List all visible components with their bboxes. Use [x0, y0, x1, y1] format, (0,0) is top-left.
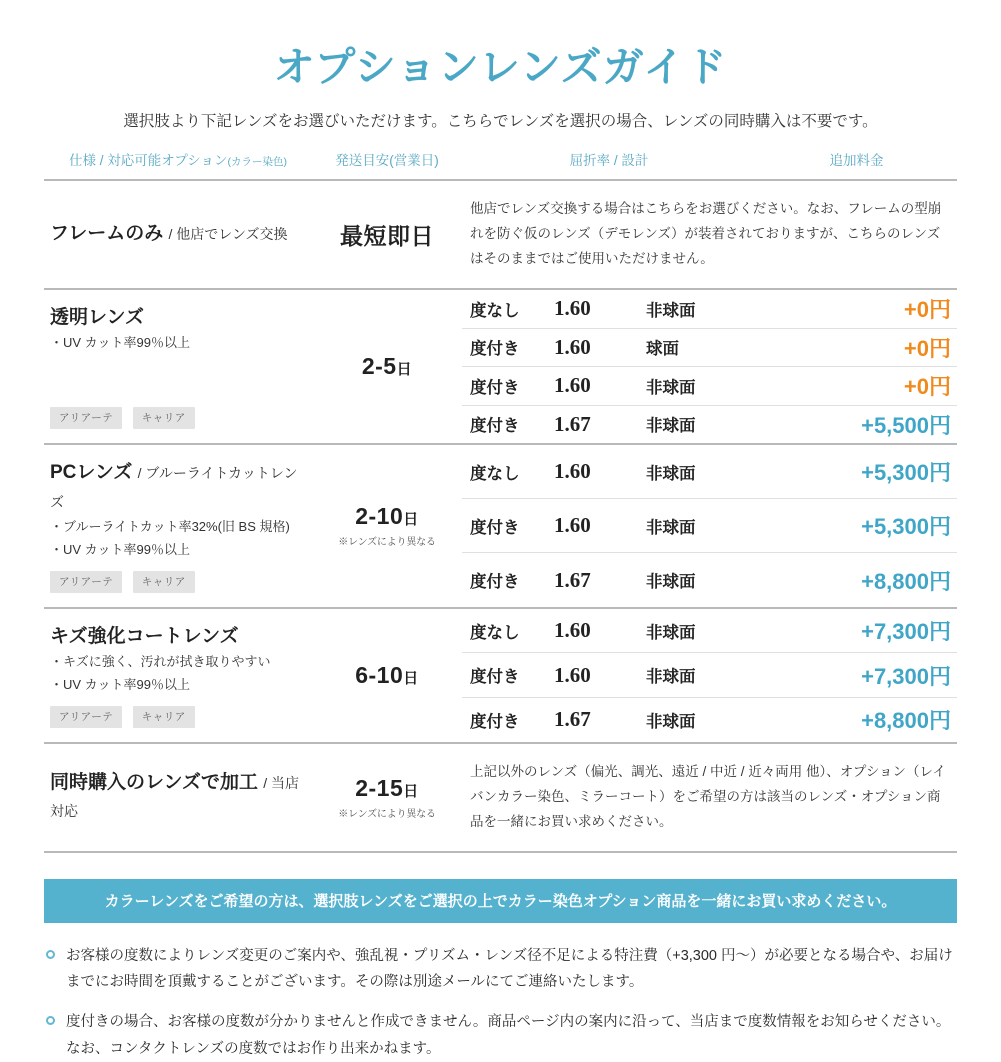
price-cell: +5,500円 — [756, 405, 957, 444]
tag-career: キャリア — [133, 706, 195, 728]
table-bottom-border-row — [44, 852, 957, 853]
ship-days: 6-10日 — [355, 661, 419, 688]
price-cell: +7,300円 — [756, 608, 957, 653]
ship-cell-processing — [312, 743, 462, 852]
spec-title: フレームのみ / 他店でレンズ交換 — [50, 223, 288, 245]
spec-title: キズ強化コートレンズ — [50, 625, 239, 647]
page-subtitle: 選択肢より下記レンズをお選びいただけます。こちらでレンズを選択の場合、レンズの同時購入は不要です。 — [123, 113, 878, 130]
design-cell: 非球面 — [646, 499, 756, 553]
price-cell: +8,800円 — [756, 697, 957, 742]
note-cell-frame-only: 他店でレンズ交換する場合はこちらをお選びください。なお、フレームの型崩れを防ぐ仮のレンズ（デモレンズ）が装着されておりますが、こちらのレンズはそのままではご使用いただけません。 — [462, 180, 957, 289]
list-item — [44, 1009, 957, 1062]
ship-cell-clear-lens — [312, 289, 462, 444]
tag-career: キャリア — [133, 571, 195, 593]
spec-title: 透明レンズ — [50, 306, 144, 328]
design-cell: 非球面 — [646, 608, 756, 653]
price-cell: +0円 — [756, 328, 957, 367]
ship-cell-frame-only: 最短即日 — [312, 180, 462, 289]
degree-cell: 度なし — [462, 289, 554, 328]
table-header-row — [44, 149, 957, 180]
design-cell: 非球面 — [646, 697, 756, 742]
index-cell: 1.60 — [554, 289, 646, 328]
degree-cell: 度付き — [462, 553, 554, 608]
spec-cell-processing — [44, 743, 312, 852]
col-header-price: 追加料金 — [829, 153, 884, 168]
tag-list — [50, 571, 308, 593]
bullet-icon — [46, 1016, 55, 1025]
ship-days-note: ※レンズにより異なる — [338, 537, 436, 549]
tag-ariate: アリアーテ — [50, 571, 122, 593]
table-row — [44, 743, 957, 852]
col-header-ship: 発送目安(営業日) — [335, 153, 439, 168]
degree-cell: 度付き — [462, 697, 554, 742]
tag-ariate: アリアーテ — [50, 407, 122, 429]
design-cell: 非球面 — [646, 289, 756, 328]
index-cell: 1.67 — [554, 697, 646, 742]
design-cell: 非球面 — [646, 653, 756, 698]
page-title: オプションレンズガイド — [273, 44, 728, 90]
degree-cell: 度付き — [462, 653, 554, 698]
note-text: お客様の度数によりレンズ変更のご案内や、強乱視・プリズム・レンズ径不足による特注費（+3,300 円～）が必要となる場合や、お届けまでにお時間を頂戴することがございます。その際は別途メールにてご連絡いたします。 — [66, 947, 953, 990]
spec-cell-clear-lens — [44, 289, 312, 444]
color-lens-banner: カラーレンズをご希望の方は、選択肢レンズをご選択の上でカラー染色オプション商品を一緒にお買い求めください。 — [44, 879, 957, 923]
list-item — [44, 943, 957, 996]
note-cell-processing: 上記以外のレンズ（偏光、調光、遠近 / 中近 / 近々両用 他）、オプション（レイバンカラー染色、ミラーコート）をご希望の方は該当のレンズ・オプション商品を一緒にお買い求めください。 — [462, 743, 957, 852]
price-cell: +0円 — [756, 367, 957, 406]
index-cell: 1.67 — [554, 553, 646, 608]
spec-cell-pc-lens — [44, 444, 312, 608]
price-cell: +8,800円 — [756, 553, 957, 608]
spec-feature: ・ブルーライトカット率32%(旧 BS 規格) — [50, 519, 290, 535]
lens-guide-table — [44, 149, 957, 853]
design-cell: 球面 — [646, 328, 756, 367]
tag-list — [50, 706, 308, 728]
spec-title: PCレンズ / ブルーライトカットレンズ — [50, 462, 298, 510]
table-row — [44, 289, 957, 328]
index-cell: 1.67 — [554, 405, 646, 444]
spec-feature: ・UV カット率99％以上 — [50, 676, 191, 692]
design-cell: 非球面 — [646, 553, 756, 608]
ship-days: 2-10日 — [355, 503, 419, 530]
ship-cell-scratch-coat-lens — [312, 608, 462, 743]
price-cell: +5,300円 — [756, 444, 957, 499]
degree-cell: 度付き — [462, 499, 554, 553]
index-cell: 1.60 — [554, 367, 646, 406]
col-header-spec: 仕様 / 対応可能オプション(カラー染色) — [68, 153, 288, 168]
note-text: 度付きの場合、お客様の度数が分かりませんと作成できません。商品ページ内の案内に沿って、当店まで度数情報をお知らせください。なお、コンタクトレンズの度数ではお作り出来かねます。 — [66, 1014, 951, 1057]
tag-ariate: アリアーテ — [50, 706, 122, 728]
degree-cell: 度なし — [462, 608, 554, 653]
col-header-index: 屈折率 / 設計 — [569, 153, 649, 168]
price-cell: +0円 — [756, 289, 957, 328]
index-cell: 1.60 — [554, 499, 646, 553]
spec-title: 同時購入のレンズで加工 / 当店対応 — [50, 771, 300, 820]
bullet-icon — [46, 950, 55, 959]
spec-feature: ・UV カット率99％以上 — [50, 335, 191, 351]
design-cell: 非球面 — [646, 405, 756, 444]
price-cell: +5,300円 — [756, 499, 957, 553]
index-cell: 1.60 — [554, 328, 646, 367]
design-cell: 非球面 — [646, 367, 756, 406]
ship-days: 2-5日 — [361, 353, 413, 380]
index-cell: 1.60 — [554, 608, 646, 653]
tag-list — [50, 407, 308, 429]
spec-feature: ・キズに強く、汚れが拭き取りやすい — [50, 654, 271, 670]
ship-cell-pc-lens — [312, 444, 462, 608]
spec-feature: ・UV カット率99％以上 — [50, 541, 191, 557]
table-row — [44, 444, 957, 499]
ship-days-note: ※レンズにより異なる — [338, 808, 436, 820]
table-row — [44, 608, 957, 653]
index-cell: 1.60 — [554, 653, 646, 698]
tag-career: キャリア — [133, 407, 195, 429]
index-cell: 1.60 — [554, 444, 646, 499]
price-cell: +7,300円 — [756, 653, 957, 698]
degree-cell: 度付き — [462, 367, 554, 406]
spec-cell-scratch-coat-lens — [44, 608, 312, 743]
degree-cell: 度付き — [462, 328, 554, 367]
table-row — [44, 180, 957, 289]
design-cell: 非球面 — [646, 444, 756, 499]
spec-cell-frame-only — [44, 180, 312, 289]
degree-cell: 度なし — [462, 444, 554, 499]
notes-list — [44, 943, 957, 1062]
ship-days: 2-15日 — [355, 774, 419, 801]
degree-cell: 度付き — [462, 405, 554, 444]
option-lens-guide-page — [0, 34, 1001, 1057]
